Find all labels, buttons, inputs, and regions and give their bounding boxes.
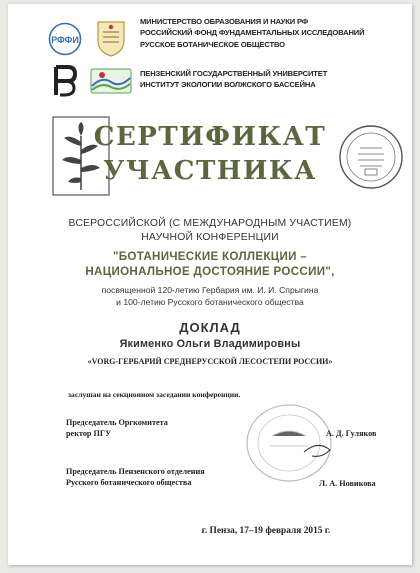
signatory-title: Русского ботанического общества	[66, 478, 192, 487]
conference-line-1: ВСЕРОССИЙСКОЙ (С МЕЖДУНАРОДНЫМ УЧАСТИЕМ)	[68, 218, 352, 229]
collections-title-2: НАЦИОНАЛЬНОЕ ДОСТОЯНИЕ РОССИИ",	[85, 265, 335, 278]
certificate-title: СЕРТИФИКАТ	[93, 122, 327, 152]
certificate-sheet	[8, 4, 412, 565]
report-topic: «VORG-ГЕРБАРИЙ СРЕДНЕРУССКОЙ ЛЕСОСТЕПИ РОССИИ»	[87, 357, 333, 366]
signature-block-2	[66, 466, 205, 488]
organization-line: РУССКОЕ БОТАНИЧЕСКОЕ ОБЩЕСТВО	[140, 39, 285, 49]
organization-line: РОССИЙСКИЙ ФОНД ФУНДАМЕНТАЛЬНЫХ ИССЛЕДОВАНИЙ	[140, 28, 365, 38]
official-stamp-icon	[234, 400, 344, 486]
university-crest-icon	[94, 18, 128, 58]
rffi-logo-text: РФФИ	[51, 35, 79, 45]
author-name: Якименко Ольги Владимировны	[119, 338, 301, 350]
certificate-subtitle: УЧАСТНИКА	[103, 156, 317, 186]
organization-line: ПЕНЗЕНСКИЙ ГОСУДАРСТВЕННЫЙ УНИВЕРСИТЕТ	[140, 68, 328, 78]
report-label: ДОКЛАД	[179, 320, 241, 335]
signatory-title: ректор ПГУ	[66, 429, 112, 438]
dedication-line-2: и 100-летию Русского ботанического общества	[116, 297, 304, 307]
organization-line: ИНСТИТУТ ЭКОЛОГИИ ВОЛЖСКОГО БАССЕЙНА	[140, 80, 316, 90]
heard-statement: заслушан на секционном заседании конференции.	[68, 390, 241, 399]
rffi-logo	[48, 22, 82, 56]
institute-ecology-logo	[90, 68, 132, 94]
signatory-title: Председатель Пензенского отделения	[66, 467, 205, 476]
botanical-society-logo	[50, 64, 80, 98]
place-and-date: г. Пенза, 17–19 февраля 2015 г.	[201, 526, 331, 536]
signatory-name-1: А. Д. Гуляков	[326, 429, 377, 438]
signatory-name-2: Л. А. Новикова	[319, 479, 376, 488]
organization-line: МИНИСТЕРСТВО ОБРАЗОВАНИЯ И НАУКИ РФ	[140, 17, 309, 26]
signatory-title: Председатель Оргкомитета	[66, 418, 168, 427]
header	[8, 4, 412, 104]
signature-block-1	[66, 417, 168, 439]
organizations-list	[140, 16, 410, 90]
dedication-line-1: посвященной 120-летию Гербария им. И. И. Спрыгина	[101, 285, 319, 295]
collections-title-1: "БОТАНИЧЕСКИЕ КОЛЛЕКЦИИ –	[112, 250, 308, 263]
conference-line-2: НАУЧНОЙ КОНФЕРЕНЦИИ	[141, 232, 279, 243]
